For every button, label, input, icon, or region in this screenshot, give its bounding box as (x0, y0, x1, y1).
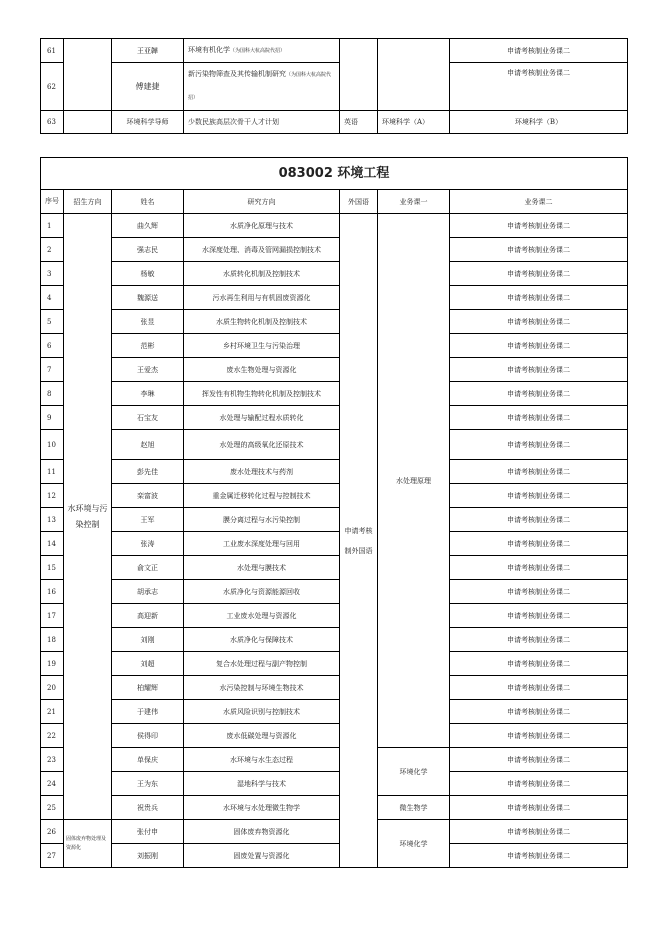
name-cell: 环境科学导师 (112, 111, 184, 134)
table-row (41, 844, 628, 868)
research-cell: 水质生物转化机制及控制技术 (184, 310, 340, 334)
course2-cell: 申请考核制业务课二 (450, 310, 628, 334)
course2-cell: 申请考核制业务课二 (450, 382, 628, 406)
course2-cell: 申请考核制业务课二 (450, 214, 628, 238)
course2-cell: 申请考核制业务课二 (450, 652, 628, 676)
course2-cell: 申请考核制业务课二 (450, 556, 628, 580)
seq-cell: 27 (41, 844, 64, 868)
seq-cell: 5 (41, 310, 64, 334)
name-cell: 刘超 (112, 652, 184, 676)
research-cell: 废水生物处理与资源化 (184, 358, 340, 382)
seq-cell: 18 (41, 628, 64, 652)
name-cell: 张昱 (112, 310, 184, 334)
course2-cell: 申请考核制业务课二 (450, 406, 628, 430)
research-cell: 新污染物筛查及其传输机制研究（为国科大杭高院代招） (184, 63, 340, 111)
research-cell: 废水低碳处理与资源化 (184, 724, 340, 748)
direction-cell: 水环境与污染控制 (64, 214, 112, 820)
table-row (41, 556, 628, 580)
name-cell: 张付申 (112, 820, 184, 844)
research-cell: 膜分离过程与水污染控制 (184, 508, 340, 532)
table-row (41, 382, 628, 406)
research-cell: 水环境与水生态过程 (184, 748, 340, 772)
table-row (41, 406, 628, 430)
table-row (41, 796, 628, 820)
seq-cell: 24 (41, 772, 64, 796)
seq-cell: 13 (41, 508, 64, 532)
table-row (41, 484, 628, 508)
research-cell: 固废处置与资源化 (184, 844, 340, 868)
research-cell: 水质净化原理与技术 (184, 214, 340, 238)
research-cell: 工业废水处理与资源化 (184, 604, 340, 628)
research-cell: 水质转化机制及控制技术 (184, 262, 340, 286)
course2-cell: 申请考核制业务课二 (450, 238, 628, 262)
seq-cell: 21 (41, 700, 64, 724)
name-cell: 胡承志 (112, 580, 184, 604)
table-row (41, 286, 628, 310)
table-row (41, 334, 628, 358)
course2-cell: 申请考核制业务课二 (450, 286, 628, 310)
seq-cell: 25 (41, 796, 64, 820)
seq-cell: 20 (41, 676, 64, 700)
header-course2: 业务课二 (450, 190, 628, 214)
course1-cell (378, 39, 450, 111)
table-row (41, 430, 628, 460)
research-cell: 水处理的高级氧化还原技术 (184, 430, 340, 460)
course2-cell: 申请考核制业务课二 (450, 484, 628, 508)
seq-cell: 62 (41, 63, 64, 111)
table-row (41, 748, 628, 772)
seq-cell: 3 (41, 262, 64, 286)
course1-cell: 环境化学 (378, 820, 450, 868)
table-row (41, 604, 628, 628)
course2-cell: 申请考核制业务课二 (450, 39, 628, 63)
header-row (41, 190, 628, 214)
research-cell: 少数民族高层次骨干人才计划 (184, 111, 340, 134)
seq-cell: 1 (41, 214, 64, 238)
seq-cell: 2 (41, 238, 64, 262)
course2-cell: 申请考核制业务课二 (450, 700, 628, 724)
name-cell: 张涛 (112, 532, 184, 556)
research-cell: 水处理与膜技术 (184, 556, 340, 580)
direction-cell (64, 39, 112, 111)
course2-cell: 环境科学（B） (450, 111, 628, 134)
course2-cell: 申请考核制业务课二 (450, 430, 628, 460)
table-row (41, 820, 628, 844)
table-row (41, 262, 628, 286)
course2-cell: 申请考核制业务课二 (450, 604, 628, 628)
seq-cell: 6 (41, 334, 64, 358)
table-row (41, 39, 628, 63)
table-row (41, 700, 628, 724)
seq-cell: 61 (41, 39, 64, 63)
name-cell: 祝贵兵 (112, 796, 184, 820)
header-seq: 序号 (41, 190, 64, 214)
lang-cell: 英语 (340, 111, 378, 134)
seq-cell: 26 (41, 820, 64, 844)
table-row (41, 508, 628, 532)
table-row (41, 772, 628, 796)
seq-cell: 63 (41, 111, 64, 134)
course2-cell: 申请考核制业务课二 (450, 724, 628, 748)
course1-cell: 环境化学 (378, 748, 450, 796)
table-row (41, 724, 628, 748)
research-cell: 水污染控制与环境生物技术 (184, 676, 340, 700)
seq-cell: 15 (41, 556, 64, 580)
table-row (41, 310, 628, 334)
seq-cell: 12 (41, 484, 64, 508)
seq-cell: 23 (41, 748, 64, 772)
seq-cell: 22 (41, 724, 64, 748)
table-row (41, 628, 628, 652)
research-cell: 水处理与输配过程水质转化 (184, 406, 340, 430)
name-cell: 杨敏 (112, 262, 184, 286)
course2-cell: 申请考核制业务课二 (450, 580, 628, 604)
research-cell: 水质净化与资源能源回收 (184, 580, 340, 604)
course2-cell: 申请考核制业务课二 (450, 676, 628, 700)
table-row (41, 238, 628, 262)
course2-cell: 申请考核制业务课二 (450, 334, 628, 358)
course1-cell: 水处理原理 (378, 214, 450, 748)
name-cell: 石宝友 (112, 406, 184, 430)
header-direction: 招生方向 (64, 190, 112, 214)
seq-cell: 11 (41, 460, 64, 484)
seq-cell: 14 (41, 532, 64, 556)
course2-cell: 申请考核制业务课二 (450, 63, 628, 111)
name-cell: 曲久辉 (112, 214, 184, 238)
course2-cell: 申请考核制业务课二 (450, 844, 628, 868)
table-title: 083002 环境工程 (41, 158, 628, 190)
course2-cell: 申请考核制业务课二 (450, 460, 628, 484)
seq-cell: 8 (41, 382, 64, 406)
name-cell: 单保庆 (112, 748, 184, 772)
table-row (41, 358, 628, 382)
research-cell: 水环境与水处理微生物学 (184, 796, 340, 820)
direction-cell (64, 111, 112, 134)
course2-cell: 申请考核制业务课二 (450, 820, 628, 844)
name-cell: 高迎新 (112, 604, 184, 628)
name-cell: 王为东 (112, 772, 184, 796)
table-row (41, 676, 628, 700)
lang-cell: 申请考核制外国语 (340, 214, 378, 868)
course2-cell: 申请考核制业务课二 (450, 508, 628, 532)
name-cell: 傅建捷 (112, 63, 184, 111)
research-cell: 乡村环境卫生与污染治理 (184, 334, 340, 358)
name-cell: 魏源送 (112, 286, 184, 310)
seq-cell: 17 (41, 604, 64, 628)
name-cell: 赵旭 (112, 430, 184, 460)
name-cell: 王亚韡 (112, 39, 184, 63)
header-research: 研究方向 (184, 190, 340, 214)
header-course1: 业务课一 (378, 190, 450, 214)
course2-cell: 申请考核制业务课二 (450, 772, 628, 796)
lang-cell (340, 39, 378, 111)
research-cell: 湿地科学与技术 (184, 772, 340, 796)
course2-cell: 申请考核制业务课二 (450, 262, 628, 286)
research-cell: 工业废水深度处理与回用 (184, 532, 340, 556)
header-lang: 外国语 (340, 190, 378, 214)
course2-cell: 申请考核制业务课二 (450, 358, 628, 382)
name-cell: 范彬 (112, 334, 184, 358)
name-cell: 刘振刚 (112, 844, 184, 868)
name-cell: 王军 (112, 508, 184, 532)
table-row (41, 580, 628, 604)
research-cell: 固体废弃物资源化 (184, 820, 340, 844)
research-cell: 环境有机化学（为国科大杭高院代招） (184, 39, 340, 63)
table-row (41, 63, 628, 111)
direction-cell: 固体废弃物处理及资源化 (64, 820, 112, 868)
course1-cell: 环境科学（A） (378, 111, 450, 134)
previous-table (40, 38, 628, 134)
name-cell: 彭先佳 (112, 460, 184, 484)
research-cell: 水质风险识别与控制技术 (184, 700, 340, 724)
research-cell: 污水再生利用与有机固废资源化 (184, 286, 340, 310)
name-cell: 强志民 (112, 238, 184, 262)
seq-cell: 10 (41, 430, 64, 460)
title-row (41, 158, 628, 190)
table-row (41, 111, 628, 134)
name-cell: 俞文正 (112, 556, 184, 580)
research-cell: 水深度处理、消毒及管网漏损控制技术 (184, 238, 340, 262)
name-cell: 栾富波 (112, 484, 184, 508)
seq-cell: 19 (41, 652, 64, 676)
name-cell: 柏耀辉 (112, 676, 184, 700)
name-cell: 李琳 (112, 382, 184, 406)
header-name: 姓名 (112, 190, 184, 214)
research-cell: 复合水处理过程与副产物控制 (184, 652, 340, 676)
research-cell: 废水处理技术与药剂 (184, 460, 340, 484)
table-row (41, 532, 628, 556)
table-row (41, 460, 628, 484)
seq-cell: 4 (41, 286, 64, 310)
name-cell: 侯得印 (112, 724, 184, 748)
name-cell: 王爱杰 (112, 358, 184, 382)
name-cell: 刘刚 (112, 628, 184, 652)
course2-cell: 申请考核制业务课二 (450, 748, 628, 772)
research-cell: 水质净化与保障技术 (184, 628, 340, 652)
seq-cell: 16 (41, 580, 64, 604)
name-cell: 于建伟 (112, 700, 184, 724)
course2-cell: 申请考核制业务课二 (450, 796, 628, 820)
table-row (41, 214, 628, 238)
seq-cell: 9 (41, 406, 64, 430)
course2-cell: 申请考核制业务课二 (450, 628, 628, 652)
env-engineering-table (40, 157, 628, 868)
course1-cell: 微生物学 (378, 796, 450, 820)
research-cell: 重金属迁移转化过程与控制技术 (184, 484, 340, 508)
research-cell: 挥发性有机物生物转化机制及控制技术 (184, 382, 340, 406)
course2-cell: 申请考核制业务课二 (450, 532, 628, 556)
table-row (41, 652, 628, 676)
seq-cell: 7 (41, 358, 64, 382)
